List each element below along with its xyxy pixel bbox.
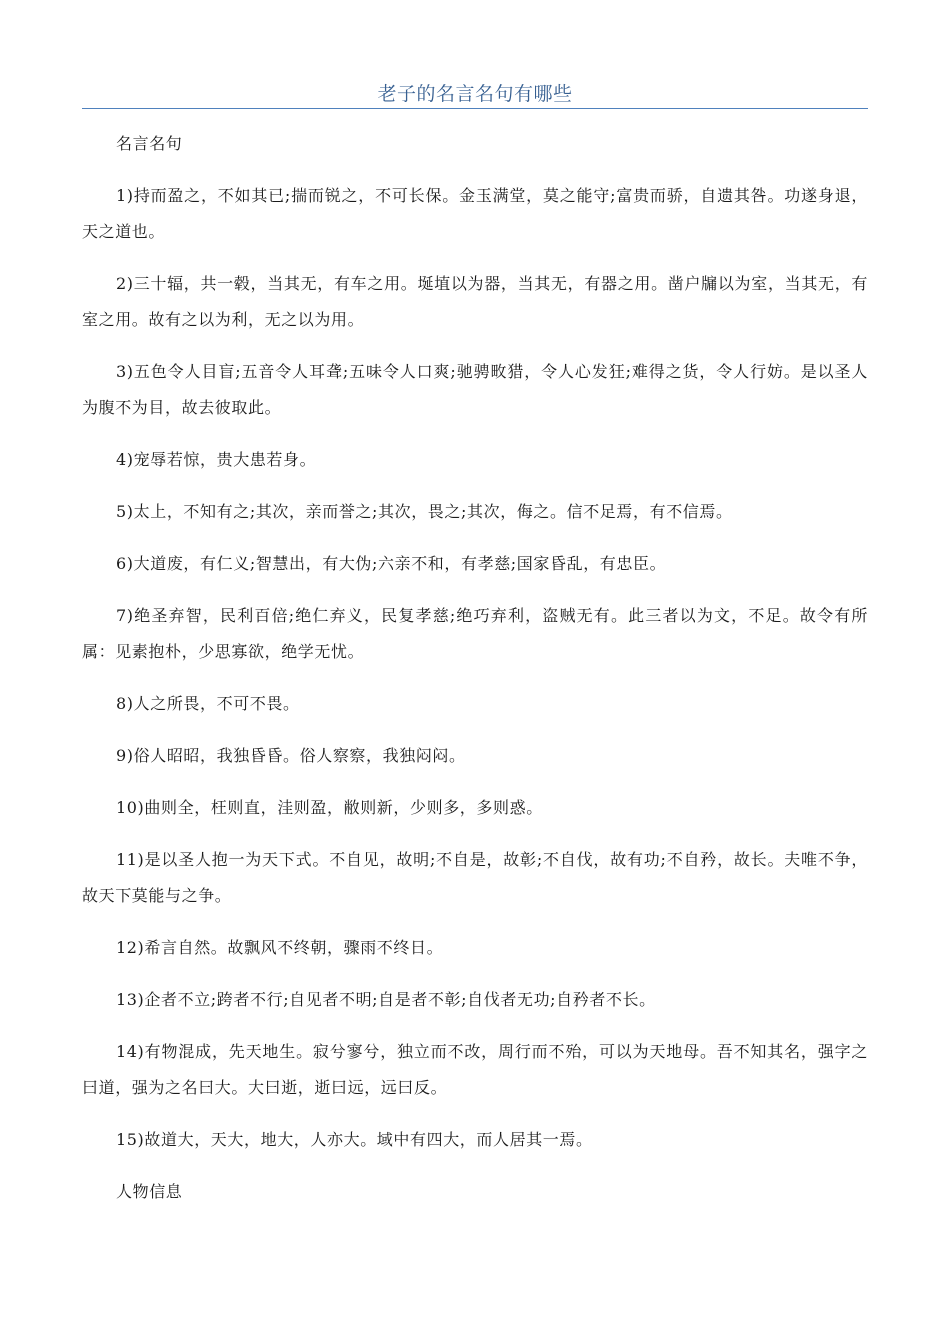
quote-paragraph: 4)宠辱若惊，贵大患若身。 — [116, 450, 317, 469]
quote-paragraph: 2)三十辐，共一毂，当其无，有车之用。埏埴以为器，当其无，有器之用。凿户牖以为室，当其无，有室之用。故有之以为利，无之以为用。 — [82, 274, 868, 329]
quote-paragraph: 3)五色令人目盲;五音令人耳聋;五味令人口爽;驰骋畋猎，令人心发狂;难得之货，令人行妨。是以圣人为腹不为目，故去彼取此。 — [82, 362, 868, 417]
page-title: 老子的名言名句有哪些 — [377, 83, 573, 105]
quote-paragraph: 13)企者不立;跨者不行;自见者不明;自是者不彰;自伐者无功;自矜者不长。 — [116, 990, 656, 1009]
quote-paragraph: 8)人之所畏，不可不畏。 — [116, 694, 300, 713]
quote-paragraph: 15)故道大，天大，地大，人亦大。域中有四大，而人居其一焉。 — [116, 1130, 593, 1149]
quote-paragraph: 12)希言自然。故飘风不终朝，骤雨不终日。 — [116, 938, 444, 957]
section-heading-quotes: 名言名句 — [116, 134, 183, 153]
page-header — [82, 80, 868, 109]
quote-paragraph: 7)绝圣弃智，民利百倍;绝仁弃义，民复孝慈;绝巧弃利，盗贼无有。此三者以为文，不足。故令有所属：见素抱朴，少思寡欲，绝学无忧。 — [82, 606, 868, 661]
section-heading-person: 人物信息 — [116, 1182, 183, 1201]
quote-paragraph: 6)大道废，有仁义;智慧出，有大伪;六亲不和，有孝慈;国家昏乱，有忠臣。 — [116, 554, 667, 573]
quote-paragraph: 5)太上，不知有之;其次，亲而誉之;其次，畏之;其次，侮之。信不足焉，有不信焉。 — [116, 502, 733, 521]
quote-paragraph: 9)俗人昭昭，我独昏昏。俗人察察，我独闷闷。 — [116, 746, 466, 765]
document-body — [82, 126, 868, 1226]
quote-paragraph: 14)有物混成，先天地生。寂兮寥兮，独立而不改，周行而不殆，可以为天地母。吾不知其名，强字之曰道，强为之名曰大。大曰逝，逝曰远，远曰反。 — [82, 1042, 868, 1097]
quote-paragraph: 11)是以圣人抱一为天下式。不自见，故明;不自是，故彰;不自伐，故有功;不自矜，故长。夫唯不争，故天下莫能与之争。 — [82, 850, 868, 905]
quote-paragraph: 1)持而盈之，不如其已;揣而锐之，不可长保。金玉满堂，莫之能守;富贵而骄，自遗其咎。功遂身退，天之道也。 — [82, 186, 868, 241]
quote-paragraph: 10)曲则全，枉则直，洼则盈，敝则新，少则多，多则惑。 — [116, 798, 543, 817]
